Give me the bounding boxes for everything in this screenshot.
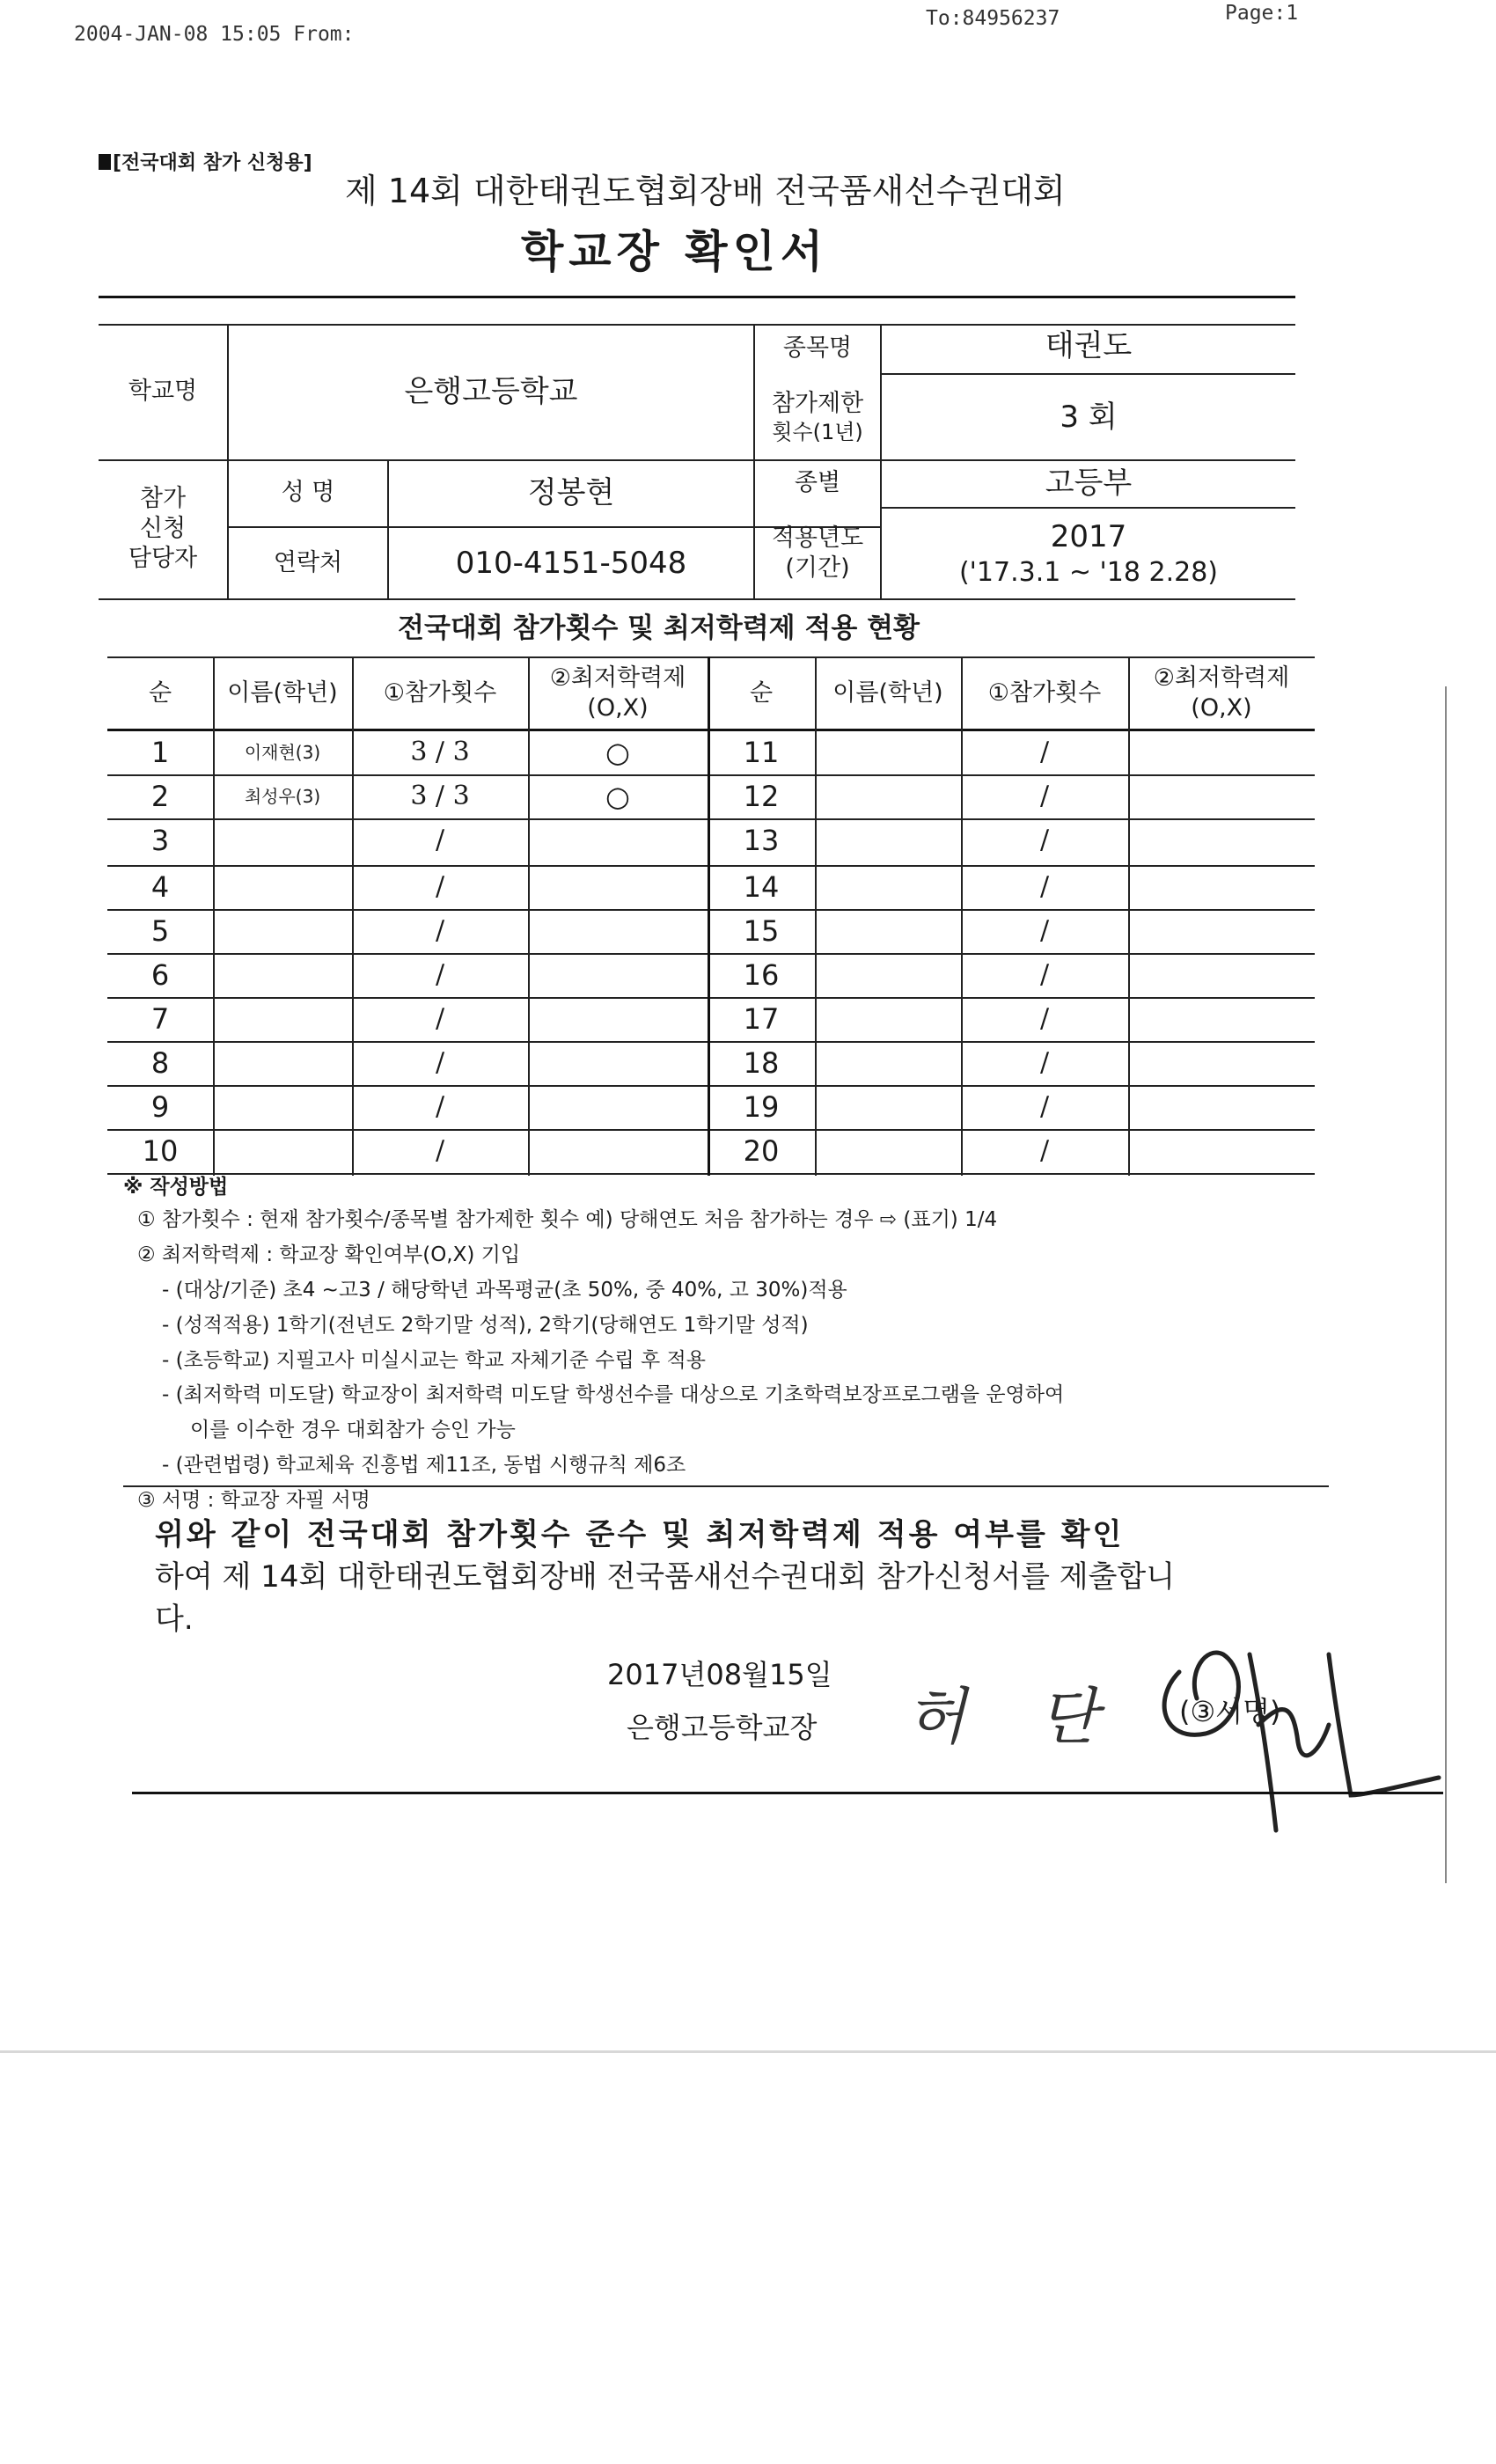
- row-number: 12: [743, 780, 780, 813]
- row-number: 11: [743, 736, 780, 769]
- handwritten-name: 허 단: [906, 1681, 1125, 1753]
- instruction-lines: [137, 1207, 1064, 1514]
- applicable-year-label: [755, 509, 880, 598]
- applicable-year: 2017: [1050, 519, 1127, 554]
- row-min-academic: [1128, 774, 1315, 818]
- square-bullet-icon: [99, 154, 111, 170]
- row-number: 14: [743, 870, 780, 904]
- instruction-line-5: - (초등학교) 지필고사 미실시교는 학교 자체기준 수립 후 적용: [162, 1348, 706, 1372]
- status-header-count-right: ①참가횟수: [987, 679, 1102, 708]
- row-participation-count: /: [435, 1047, 445, 1079]
- row-number: 6: [150, 958, 170, 992]
- row-number: 19: [743, 1090, 780, 1124]
- row-participation-count: /: [1039, 1135, 1050, 1167]
- row-student-name: [213, 909, 352, 953]
- status-header-min-academic-left: [528, 658, 708, 729]
- row-participation-count: /: [435, 915, 445, 947]
- row-student-name: [213, 1085, 352, 1129]
- form-tag: [99, 148, 312, 175]
- row-min-academic: [528, 1041, 708, 1085]
- scan-edge: [0, 2050, 1496, 2053]
- form-tag-text: [전국대회 참가 신청용]: [113, 152, 312, 174]
- phone-value: 010-4151-5048: [455, 545, 687, 581]
- row-min-academic: [1128, 997, 1315, 1041]
- row-participation-count: /: [1039, 959, 1050, 991]
- row-student-name: [815, 997, 961, 1041]
- row-number: 9: [150, 1090, 170, 1124]
- phone-label: 연락처: [273, 549, 343, 577]
- instruction-line-9: ③ 서명 : 학교장 자필 서명: [137, 1489, 370, 1513]
- school-name-value: 은행고등학교: [404, 373, 578, 409]
- row-student-name: [213, 1129, 352, 1173]
- status-section-title: 전국대회 참가횟수 및 최저학력제 적용 현황: [398, 612, 920, 644]
- row-participation-count: 3 / 3: [410, 781, 470, 812]
- participation-limit-label-line1: 참가제한: [771, 390, 864, 418]
- instruction-line-6: - (최저학력 미도달) 학교장이 최저학력 미도달 학생선수를 대상으로 기초학력보장프로그램을 운영하여: [162, 1383, 1065, 1407]
- status-header-min-line1-right: ②최저학력제: [1153, 664, 1290, 693]
- instructions: [123, 1175, 228, 1201]
- row-participation-count: /: [435, 871, 445, 903]
- status-header-min-line2-right: (O,X): [1191, 694, 1252, 722]
- row-min-academic: [528, 818, 708, 862]
- declaration-line-2: 하여 제 14회 대한태권도협회장배 전국품새선수권대회 참가신청서를 제출합니: [155, 1559, 1176, 1595]
- row-number: 7: [150, 1002, 170, 1036]
- row-number: 16: [743, 958, 780, 992]
- row-min-academic: [1128, 953, 1315, 997]
- row-number: 20: [743, 1134, 780, 1168]
- row-participation-count: /: [435, 959, 445, 991]
- event-label: 종목명: [782, 334, 853, 363]
- row-participation-count: /: [1039, 871, 1050, 903]
- row-min-academic: [528, 865, 708, 909]
- form-title: 제 14회 대한태권도협회장배 전국품새선수권대회: [345, 172, 1066, 210]
- fax-header-to: To:84956237: [926, 7, 1060, 30]
- row-student-name: [815, 953, 961, 997]
- contact-person-label: [99, 459, 227, 598]
- form-subtitle: 학교장 확인서: [521, 226, 829, 277]
- participation-limit-label-line2: 횟수(1년): [772, 419, 863, 444]
- row-min-academic: [528, 909, 708, 953]
- row-student-name: [213, 1041, 352, 1085]
- row-student-name: [213, 818, 352, 862]
- row-student-name: 최성우(3): [244, 785, 321, 807]
- status-header-order-left: 순: [148, 679, 172, 708]
- row-number: 13: [743, 824, 780, 857]
- row-student-name: [815, 1041, 961, 1085]
- applicable-period: ('17.3.1 ~ '18 2.28): [958, 556, 1219, 588]
- fax-header-page: Page:1: [1225, 2, 1299, 25]
- applicable-year-label-line2: (기간): [785, 554, 850, 582]
- instruction-line-2: ② 최저학력제 : 학교장 확인여부(O,X) 기입: [137, 1243, 521, 1266]
- instructions-heading: ※ 작성방법: [123, 1176, 229, 1199]
- row-number: 17: [743, 1002, 780, 1036]
- row-number: 18: [743, 1046, 780, 1080]
- status-header-min-line1-left: ②최저학력제: [549, 664, 686, 693]
- row-participation-count: /: [435, 1135, 445, 1167]
- name-label: 성 명: [281, 479, 335, 507]
- participation-limit-label: [755, 375, 880, 459]
- declaration-line-3: 다.: [155, 1602, 194, 1637]
- status-header-count-left: ①참가횟수: [383, 679, 497, 708]
- row-participation-count: /: [1039, 1047, 1050, 1079]
- division-label: 종별: [794, 469, 841, 497]
- row-student-name: [815, 865, 961, 909]
- instruction-line-8: - (관련법령) 학교체육 진흥법 제11조, 동법 시행규칙 제6조: [162, 1454, 686, 1478]
- row-number: 5: [150, 914, 170, 948]
- row-min-academic: ○: [605, 780, 630, 813]
- row-min-academic: [1128, 1129, 1315, 1173]
- principal-signature: [1144, 1619, 1443, 1848]
- status-header-min-line2-left: (O,X): [587, 694, 649, 722]
- row-number: 15: [743, 914, 780, 948]
- row-student-name: [213, 953, 352, 997]
- row-min-academic: ○: [605, 736, 630, 769]
- division-value: 고등부: [1045, 465, 1133, 501]
- contact-person-label-line1: 참가: [139, 485, 187, 513]
- row-participation-count: /: [1039, 781, 1050, 812]
- declaration-line-1: 위와 같이 전국대회 참가횟수 준수 및 최저학력제 적용 여부를 확인: [155, 1517, 1125, 1552]
- row-number: 2: [150, 780, 170, 813]
- row-participation-count: /: [1039, 1091, 1050, 1123]
- contact-person-label-line3: 담당자: [128, 544, 198, 572]
- row-participation-count: 3 / 3: [410, 737, 470, 768]
- row-number: 8: [150, 1046, 170, 1080]
- row-min-academic: [1128, 865, 1315, 909]
- row-student-name: [213, 997, 352, 1041]
- status-header-name-left: 이름(학년): [227, 679, 338, 708]
- row-min-academic: [1128, 818, 1315, 862]
- row-min-academic: [1128, 1085, 1315, 1129]
- row-min-academic: [528, 1085, 708, 1129]
- row-student-name: [815, 730, 961, 774]
- row-student-name: [815, 909, 961, 953]
- status-header-name-right: 이름(학년): [832, 679, 943, 708]
- event-value: 태권도: [1045, 327, 1133, 363]
- row-participation-count: /: [1039, 825, 1050, 856]
- status-header-order-right: 순: [749, 679, 774, 708]
- row-number: 3: [150, 824, 170, 857]
- row-student-name: [815, 1129, 961, 1173]
- row-min-academic: [528, 1129, 708, 1173]
- instruction-line-3: - (대상/기준) 초4 ~고3 / 해당학년 과목평균(초 50%, 중 40%, 고 30%)적용: [162, 1278, 847, 1302]
- applicable-year-label-line1: 적용년도: [771, 524, 864, 553]
- row-min-academic: [1128, 909, 1315, 953]
- principal-title: 은행고등학교장: [627, 1711, 818, 1744]
- row-participation-count: /: [435, 1091, 445, 1123]
- row-number: 10: [142, 1134, 179, 1168]
- row-min-academic: [528, 953, 708, 997]
- row-student-name: [815, 1085, 961, 1129]
- row-participation-count: /: [435, 825, 445, 856]
- row-min-academic: [528, 997, 708, 1041]
- instruction-line-4: - (성적적용) 1학기(전년도 2학기말 성적), 2학기(당해연도 1학기말 성적): [162, 1313, 809, 1337]
- instruction-line-7: 이를 이수한 경우 대회참가 승인 가능: [190, 1419, 516, 1442]
- row-number: 4: [150, 870, 170, 904]
- fax-header-from: 2004-JAN-08 15:05 From:: [74, 23, 355, 46]
- row-participation-count: /: [435, 1003, 445, 1035]
- row-student-name: [213, 865, 352, 909]
- status-header-min-academic-right: [1128, 658, 1315, 729]
- row-participation-count: /: [1039, 915, 1050, 947]
- row-participation-count: /: [1039, 737, 1050, 768]
- school-name-label: 학교명: [128, 378, 198, 406]
- row-student-name: [815, 818, 961, 862]
- row-number: 1: [150, 736, 170, 769]
- contact-person-label-line2: 신청: [139, 515, 187, 543]
- row-participation-count: /: [1039, 1003, 1050, 1035]
- instruction-line-1: ① 참가횟수 : 현재 참가횟수/종목별 참가제한 횟수 예) 당해연도 처음 참가하는 경우 ⇨ (표기) 1/4: [137, 1208, 998, 1231]
- signature-label: (③서명): [1179, 1695, 1281, 1728]
- row-min-academic: [1128, 1041, 1315, 1085]
- row-student-name: 이재현(3): [244, 741, 321, 763]
- row-student-name: [815, 774, 961, 818]
- row-min-academic: [1128, 730, 1315, 774]
- participation-limit-value: 3 회: [1060, 399, 1118, 435]
- signature-date: 2017년08월15일: [607, 1658, 832, 1691]
- applicable-year-value: [882, 509, 1295, 598]
- name-value: 정봉현: [527, 474, 615, 510]
